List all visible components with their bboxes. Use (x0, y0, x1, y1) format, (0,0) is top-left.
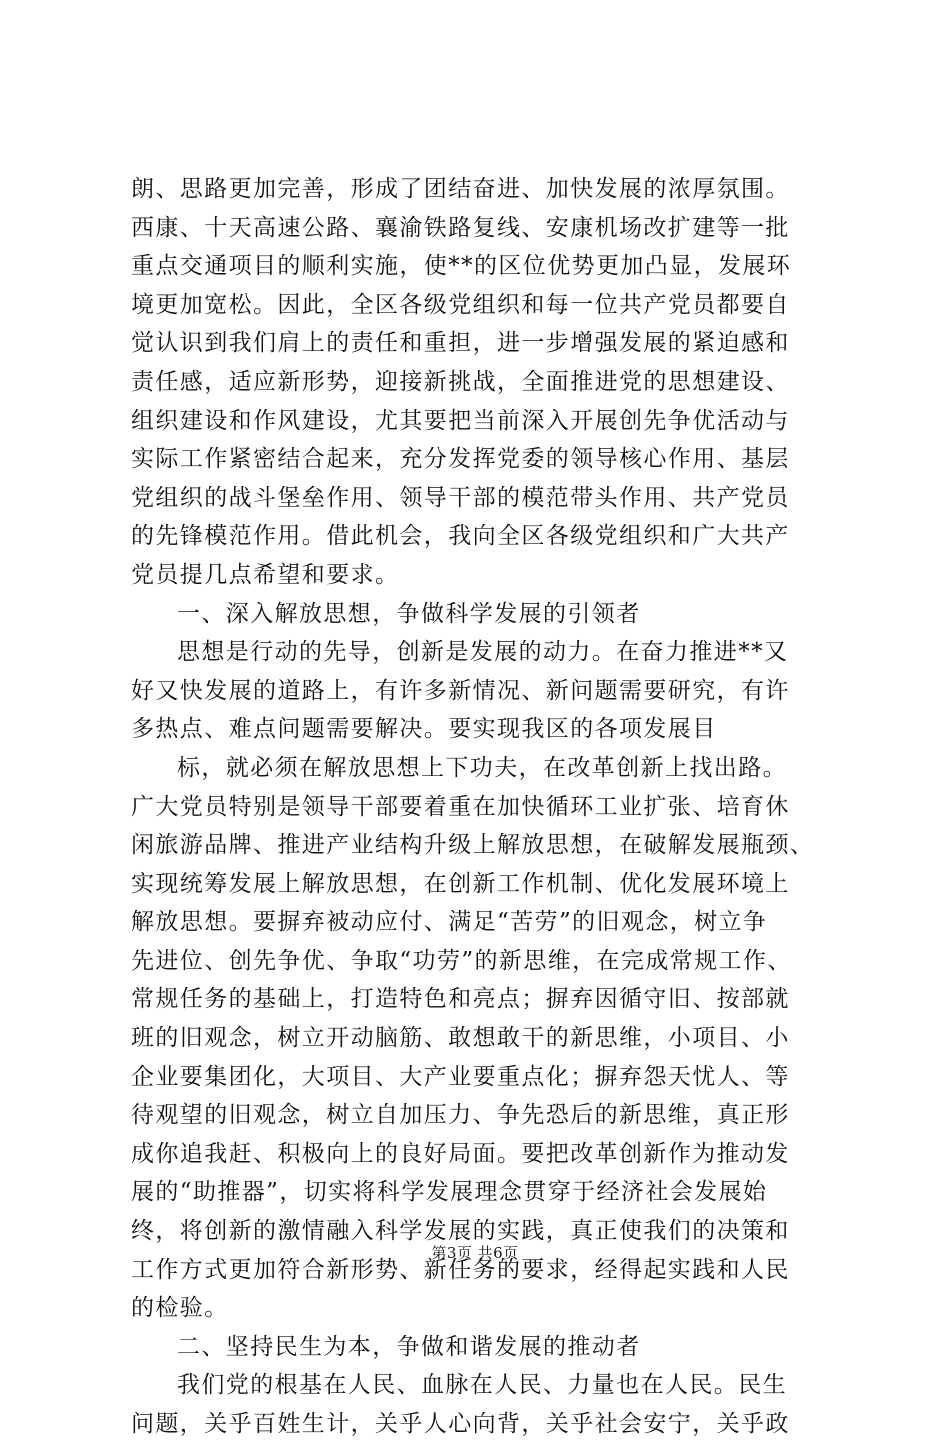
text-line: 展的“助推器”，切实将科学发展理念贯穿于经济社会发展始 (131, 1179, 768, 1206)
text-line: 好又快发展的道路上，有许多新情况、新问题需要研究，有许 (131, 677, 790, 704)
text-line: 广大党员特别是领导干部要着重在加快循环工业扩张、培育休 (131, 793, 790, 820)
text-line: 实现统筹发展上解放思想，在创新工作机制、优化发展环境上 (131, 870, 790, 897)
text-line: 解放思想。要摒弃被动应付、满足“苦劳”的旧观念，树立争 (131, 909, 768, 936)
text-line: 成你追我赶、积极向上的良好局面。要把改革创新作为推动发 (131, 1140, 790, 1167)
text-line: 西康、十天高速公路、襄渝铁路复线、安康机场改扩建等一批 (131, 214, 790, 241)
text-line: 企业要集团化，大项目、大产业要重点化；摒弃怨天忧人、等 (131, 1063, 790, 1090)
text-line: 问题，关乎百姓生计，关乎人心向背，关乎社会安宁，关乎政 (131, 1411, 790, 1437)
text-line: 党员提几点希望和要求。 (131, 561, 400, 588)
text-line: 的检验。 (131, 1295, 229, 1322)
text-line: 党组织的战斗堡垒作用、领导干部的模范带头作用、共产党员 (131, 484, 790, 511)
text-line: 常规任务的基础上，打造特色和亮点；摒弃因循守旧、按部就 (131, 986, 790, 1013)
text-line: 重点交通项目的顺利实施，使**的区位优势更加凸显，发展环 (131, 253, 792, 280)
text-line: 待观望的旧观念，树立自加压力、争先恐后的新思维，真正形 (131, 1102, 790, 1129)
text-line: 闲旅游品牌、推进产业结构升级上解放思想，在破解发展瓶颈、 (131, 832, 815, 859)
text-line: 终，将创新的激情融入科学发展的实践，真正使我们的决策和 (131, 1218, 790, 1245)
text-line: 标，就必须在解放思想上下功夫，在改革创新上找出路。 (177, 754, 787, 781)
text-line: 觉认识到我们肩上的责任和重担，进一步增强发展的紧迫感和 (131, 330, 790, 357)
paragraph-start: 我们党的根基在人民、血脉在人民、力量也在人民。民生 (177, 1372, 787, 1399)
text-line: 班的旧观念，树立开动脑筋、敢想敢干的新思维，小项目、小 (131, 1025, 790, 1052)
text-line: 的先锋模范作用。借此机会，我向全区各级党组织和广大共产 (131, 523, 790, 550)
text-line: 先进位、创先争优、争取“功劳”的新思维，在完成常规工作、 (131, 947, 792, 974)
page-number-footer: 第3页 共6页 (431, 1244, 519, 1262)
paragraph-start: 思想是行动的先导，创新是发展的动力。在奋力推进**又 (177, 639, 789, 666)
text-line: 实际工作紧密结合起来，充分发挥党委的领导核心作用、基层 (131, 446, 790, 473)
text-line: 境更加宽松。因此，全区各级党组织和每一位共产党员都要自 (131, 291, 790, 318)
text-line: 组织建设和作风建设，尤其要把当前深入开展创先争优活动与 (131, 407, 790, 434)
text-line: 责任感，适应新形势，迎接新挑战，全面推进党的思想建设、 (131, 368, 790, 395)
text-line: 朗、思路更加完善，形成了团结奋进、加快发展的浓厚氛围。 (131, 176, 790, 202)
text-line: 多热点、难点问题需要解决。要实现我区的各项发展目 (131, 716, 717, 743)
text-line: 工作方式更加符合新形势、新任务的要求，经得起实践和人民 (131, 1256, 790, 1283)
section-heading-2: 二、坚持民生为本，争做和谐发展的推动者 (177, 1333, 641, 1360)
section-heading-1: 一、深入解放思想，争做科学发展的引领者 (177, 600, 641, 627)
